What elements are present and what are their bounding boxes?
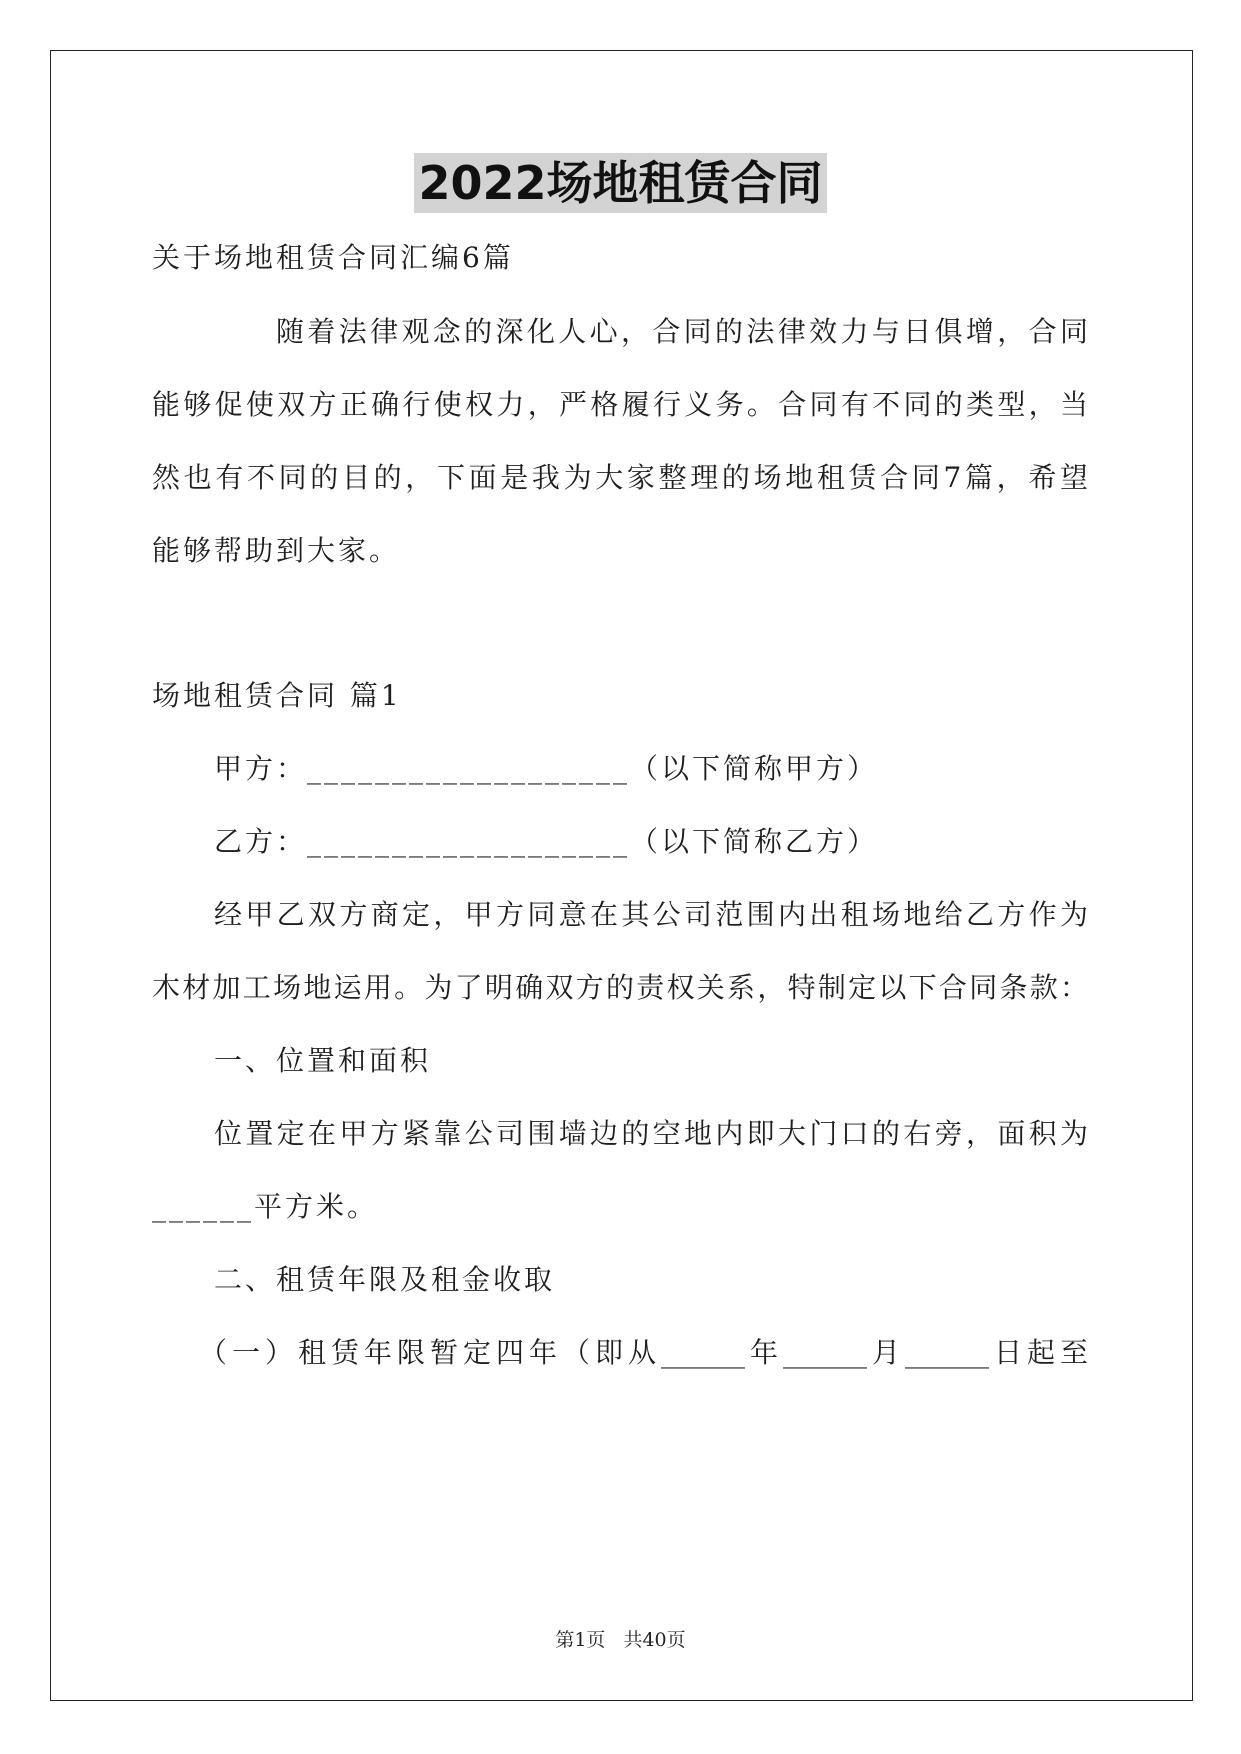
clause1-line-2: ______平方米。 bbox=[152, 1190, 379, 1223]
party-b-line: 乙方：___________________（以下简称乙方） bbox=[214, 825, 879, 858]
clause2-heading: 二、租赁年限及租金收取 bbox=[214, 1263, 556, 1296]
page-border bbox=[50, 50, 1193, 1701]
page-footer bbox=[0, 1628, 1241, 1652]
clause1-line-1: 位置定在甲方紧靠公司围墙边的空地内即大门口的右旁，面积为 bbox=[214, 1117, 1088, 1150]
intro-line-1: 随着法律观念的深化人心，合同的法律效力与日俱增，合同 bbox=[276, 315, 1088, 348]
total-pages: 共40页 bbox=[623, 1629, 686, 1651]
party-a-line: 甲方：___________________（以下简称甲方） bbox=[214, 752, 879, 785]
title-container bbox=[0, 153, 1241, 213]
agreement-line-1: 经甲乙双方商定，甲方同意在其公司范围内出租场地给乙方作为 bbox=[214, 898, 1088, 931]
intro-line-4: 能够帮助到大家。 bbox=[152, 534, 401, 567]
clause1-heading: 一、位置和面积 bbox=[214, 1044, 432, 1077]
clause2-sub1: （一）租赁年限暂定四年（即从______年______月______日起至 bbox=[199, 1336, 1088, 1369]
document-subtitle: 关于场地租赁合同汇编6篇 bbox=[152, 241, 514, 274]
intro-line-2: 能够促使双方正确行使权力，严格履行义务。合同有不同的类型，当 bbox=[152, 388, 1088, 421]
page-number: 第1页 bbox=[555, 1629, 606, 1651]
agreement-line-2: 木材加工场地运用。为了明确双方的责权关系，特制定以下合同条款： bbox=[152, 971, 1088, 1004]
section-heading: 场地租赁合同 篇1 bbox=[152, 679, 402, 712]
intro-line-3: 然也有不同的目的，下面是我为大家整理的场地租赁合同7篇，希望 bbox=[152, 461, 1088, 494]
document-title: 2022场地租赁合同 bbox=[414, 153, 826, 213]
